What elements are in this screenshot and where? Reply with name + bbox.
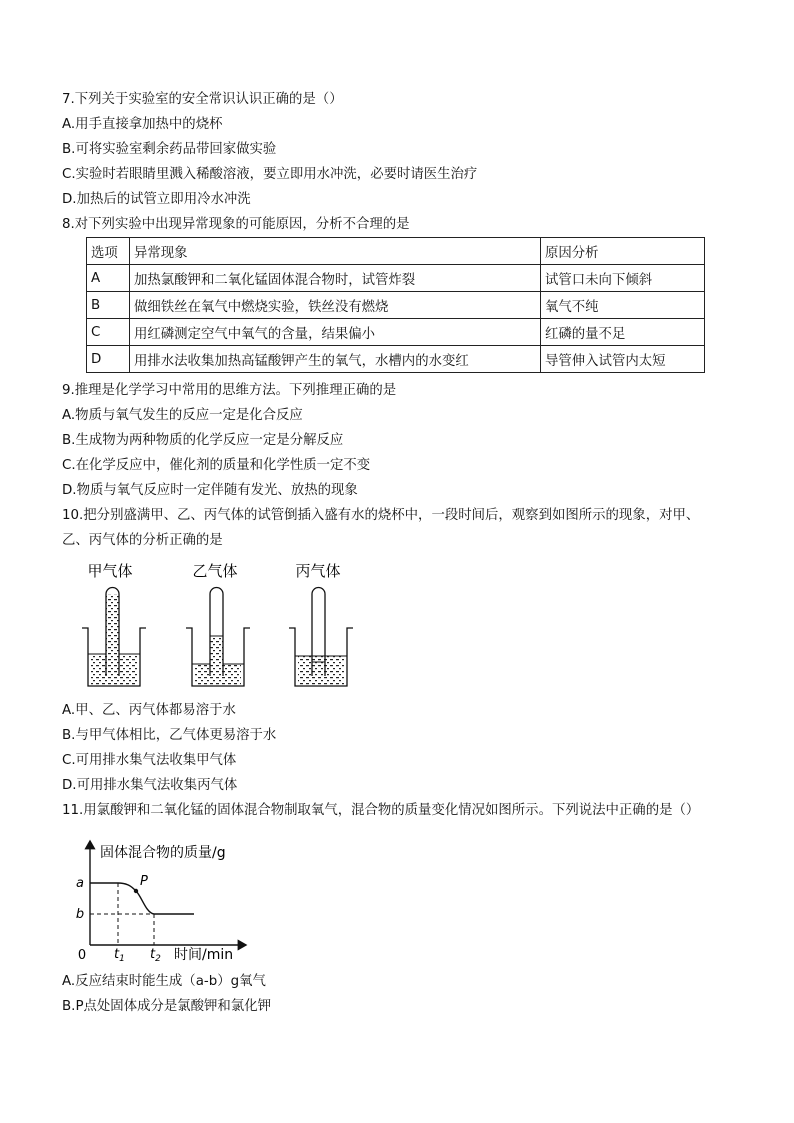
table-row: [87, 265, 705, 292]
q10-option-c: C.可用排水集气法收集甲气体: [62, 753, 237, 768]
a-label: a: [76, 876, 84, 891]
table-cell: A: [87, 265, 130, 292]
q10-stem-line2: 乙、丙气体的分析正确的是: [62, 533, 223, 548]
q9-stem: 9.推理是化学学习中常用的思维方法。下列推理正确的是: [62, 383, 397, 398]
q9-option-a: A.物质与氧气发生的反应一定是化合反应: [62, 408, 303, 423]
table-row: [87, 292, 705, 319]
test-tube-a: [106, 588, 119, 677]
table-row: [87, 319, 705, 346]
gas-a-label: 甲气体: [87, 562, 133, 580]
q10-stem-line1: 10.把分别盛满甲、乙、丙气体的试管倒插入盛有水的烧杯中，一段时间后，观察到如图所示的现象，对甲、: [62, 508, 700, 523]
q10-option-d: D.可用排水集气法收集丙气体: [62, 778, 238, 793]
t1-label: $t_1$: [114, 947, 125, 964]
q11-option-a: A.反应结束时能生成（a-b）g氧气: [62, 974, 266, 989]
y-axis-label: 固体混合物的质量/g: [100, 845, 226, 861]
table-header-cell: 选项: [87, 238, 130, 265]
beaker-c: [289, 628, 353, 686]
table-cell: 加热氯酸钾和二氧化锰固体混合物时，试管炸裂: [130, 265, 541, 292]
q8-table: [86, 237, 705, 373]
table-header-cell: 原因分析: [541, 238, 705, 265]
table-cell: B: [87, 292, 130, 319]
origin-label: 0: [77, 948, 87, 963]
q10-option-b: B.与甲气体相比，乙气体更易溶于水: [62, 728, 277, 743]
mass-time-graph: [70, 835, 250, 965]
table-header-row: [87, 238, 705, 265]
q11-stem: 11.用氯酸钾和二氧化锰的固体混合物制取氧气，混合物的质量变化情况如图所示。下列说法中正确的是（）: [62, 803, 700, 818]
table-cell: 导管伸入试管内太短: [541, 346, 705, 373]
table-cell: 用红磷测定空气中氧气的含量，结果偏小: [130, 319, 541, 346]
q7-stem: 7.下列关于实验室的安全常识认识正确的是（）: [62, 92, 343, 107]
q9-option-b: B.生成物为两种物质的化学反应一定是分解反应: [62, 433, 344, 448]
table-row: [87, 346, 705, 373]
b-label: b: [75, 907, 85, 922]
gas-c-label: 丙气体: [295, 562, 341, 580]
gas-tubes-figure: [60, 556, 390, 696]
q7-option-a: A.用手直接拿加热中的烧杯: [62, 117, 223, 132]
q7-option-d: D.加热后的试管立即用冷水冲洗: [62, 192, 251, 207]
test-tube-b: [210, 588, 223, 677]
table-cell: 氧气不纯: [541, 292, 705, 319]
gas-b-label: 乙气体: [192, 562, 238, 580]
q9-option-c: C.在化学反应中，催化剂的质量和化学性质一定不变: [62, 458, 371, 473]
point-p: [134, 889, 138, 893]
table-cell: 做细铁丝在氧气中燃烧实验，铁丝没有燃烧: [130, 292, 541, 319]
table-cell: 用排水法收集加热高锰酸钾产生的氧气，水槽内的水变红: [130, 346, 541, 373]
table-cell: D: [87, 346, 130, 373]
table-cell: 试管口未向下倾斜: [541, 265, 705, 292]
q9-option-d: D.物质与氧气反应时一定伴随有发光、放热的现象: [62, 483, 358, 498]
q7-option-b: B.可将实验室剩余药品带回家做实验: [62, 142, 277, 157]
q11-option-b: B.P点处固体成分是氯酸钾和氯化钾: [62, 999, 271, 1014]
t2-label: $t_2$: [150, 947, 161, 964]
x-axis-label: 时间/min: [174, 947, 234, 963]
test-tube-c: [312, 588, 325, 677]
q7-option-c: C.实验时若眼睛里溅入稀酸溶液，要立即用水冲洗，必要时请医生治疗: [62, 167, 478, 182]
p-label: P: [140, 874, 148, 889]
q8-stem: 8.对下列实验中出现异常现象的可能原因，分析不合理的是: [62, 217, 410, 232]
table-header-cell: 异常现象: [130, 238, 541, 265]
q10-option-a: A.甲、乙、丙气体都易溶于水: [62, 703, 236, 718]
table-cell: C: [87, 319, 130, 346]
table-cell: 红磷的量不足: [541, 319, 705, 346]
